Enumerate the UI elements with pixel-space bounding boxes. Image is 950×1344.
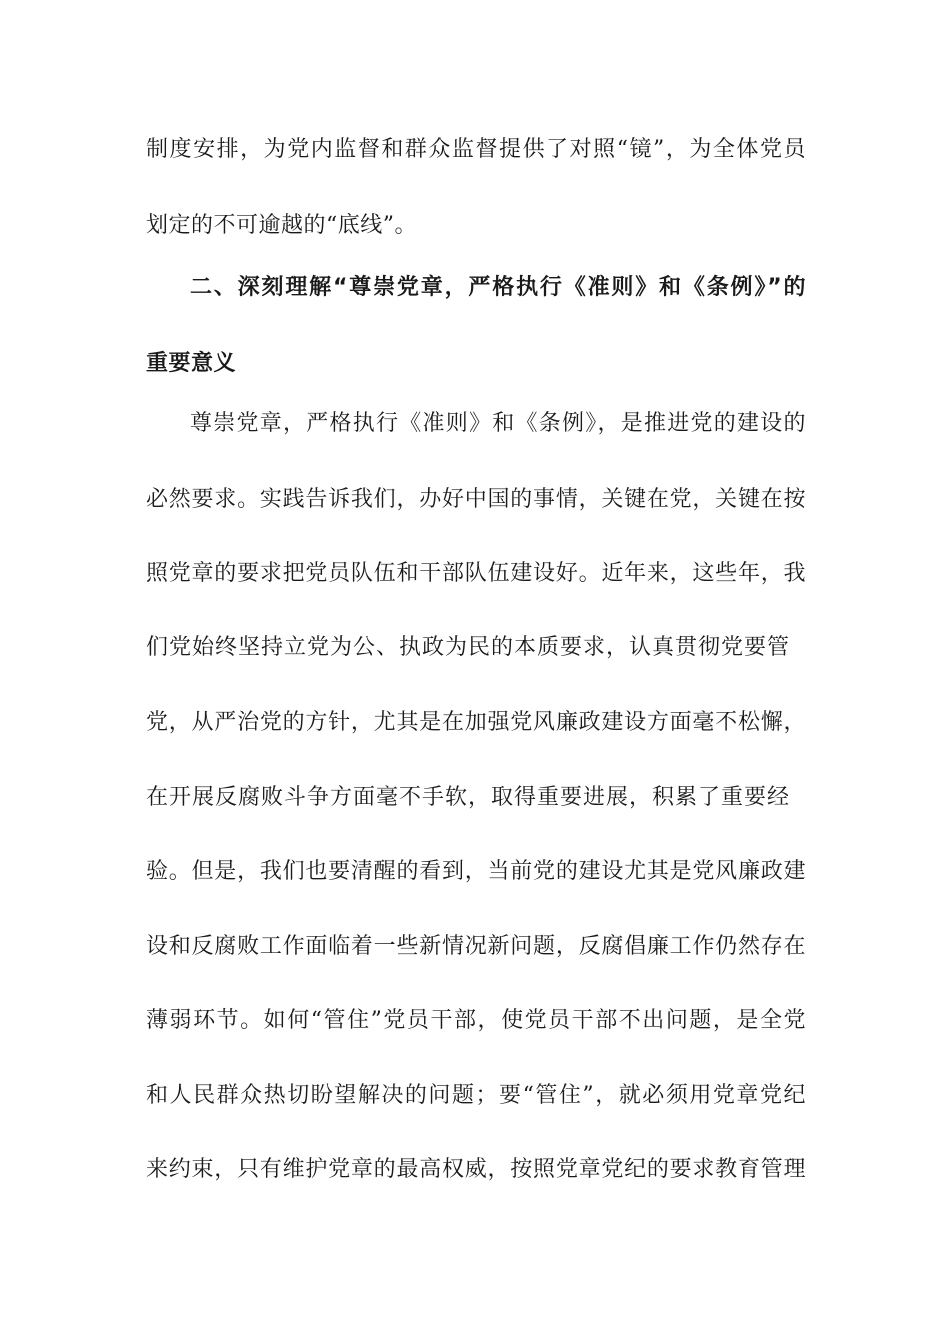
body-text-line: 设和反腐败工作面临着一些新情况新问题，反腐倡廉工作仍然存在 (146, 934, 806, 959)
section-heading: 二、深刻理解“尊崇党章，严格执行《准则》和《条例》”的 (190, 275, 806, 300)
body-text-line: 划定的不可逾越的“底线”。 (146, 213, 417, 238)
body-text-line: 薄弱环节。如何“管住”党员干部，使党员干部不出问题，是全党 (146, 1008, 806, 1033)
body-text-line: 制度安排，为党内监督和群众监督提供了对照“镜”，为全体党员 (146, 137, 806, 162)
body-text-line: 在开展反腐败斗争方面毫不手软，取得重要进展，积累了重要经 (146, 785, 791, 810)
body-text-line: 们党始终坚持立党为公、执政为民的本质要求，认真贯彻党要管 (146, 635, 791, 660)
body-text-line: 和人民群众热切盼望解决的问题；要“管住”，就必须用党章党纪 (146, 1083, 806, 1108)
body-text-line: 验。但是，我们也要清醒的看到，当前党的建设尤其是党风廉政建 (146, 859, 806, 884)
section-heading-continuation: 重要意义 (146, 351, 237, 376)
body-text-line: 党，从严治党的方针，尤其是在加强党风廉政建设方面毫不松懈， (146, 710, 806, 735)
body-text-line: 来约束，只有维护党章的最高权威，按照党章党纪的要求教育管理 (146, 1157, 806, 1182)
body-text-line: 必然要求。实践告诉我们，办好中国的事情，关键在党，关键在按 (146, 487, 806, 512)
paragraph-first-line: 尊崇党章，严格执行《准则》和《条例》，是推进党的建设的 (190, 411, 806, 436)
body-text-line: 照党章的要求把党员队伍和干部队伍建设好。近年来，这些年，我 (146, 561, 806, 586)
